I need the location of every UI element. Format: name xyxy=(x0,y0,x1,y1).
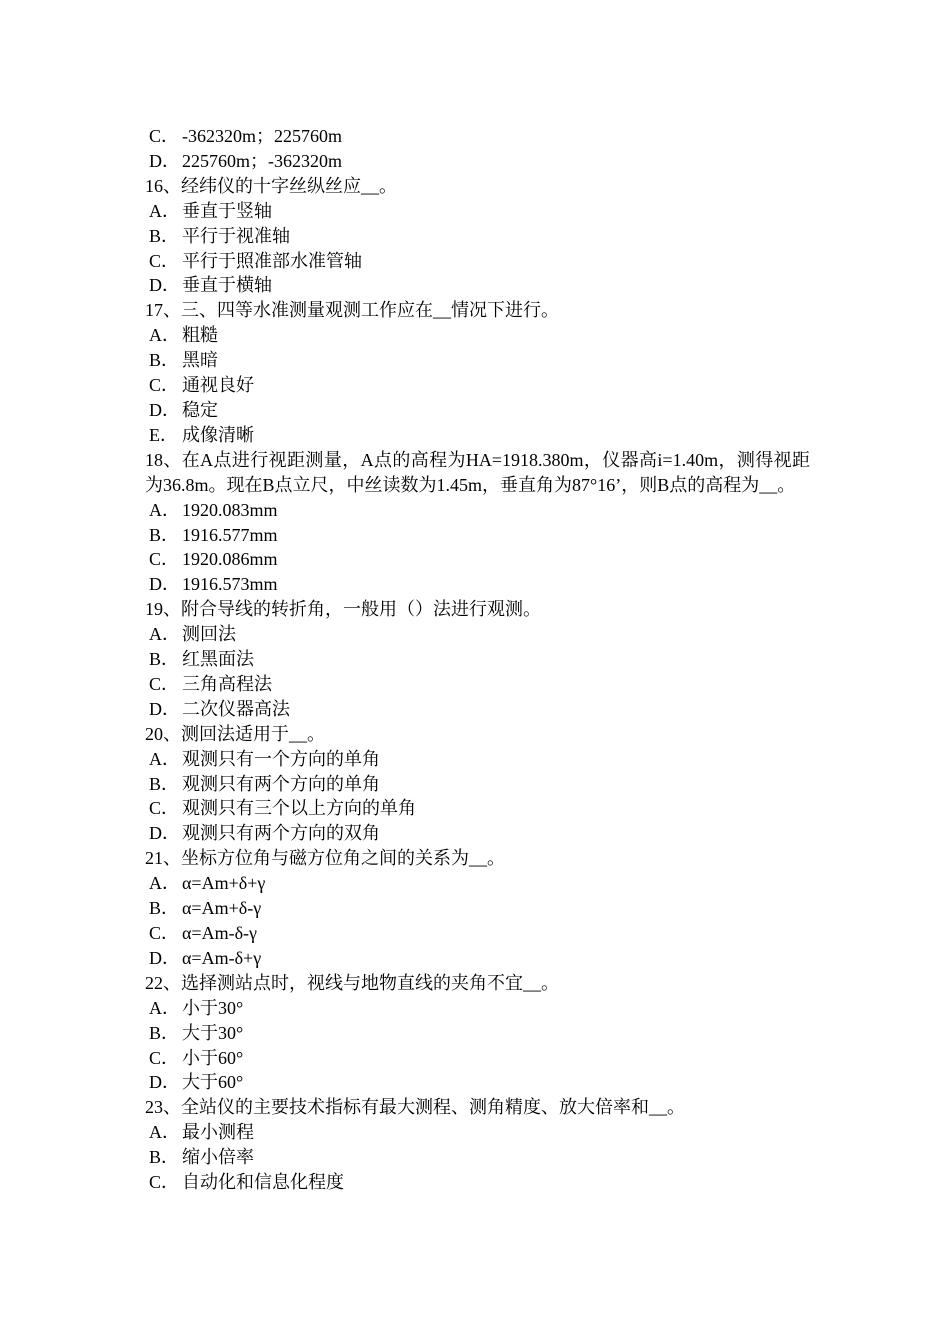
answer-option xyxy=(145,996,810,1021)
option-text: 1916.573mm xyxy=(182,574,278,595)
answer-option xyxy=(145,523,810,548)
option-letter: C． xyxy=(149,1172,180,1193)
option-text: α=Am-δ-γ xyxy=(182,923,258,943)
answer-option xyxy=(145,398,810,423)
option-letter: B． xyxy=(149,1147,180,1168)
option-text: 平行于视准轴 xyxy=(182,225,290,246)
option-letter: E． xyxy=(149,424,178,445)
answer-option xyxy=(145,796,810,821)
option-letter: B． xyxy=(149,1022,180,1043)
option-letter: C． xyxy=(149,1047,180,1068)
answer-option xyxy=(145,572,810,597)
option-text: -362320m；225760m xyxy=(182,126,342,146)
document-body xyxy=(145,124,810,1195)
option-letter: C． xyxy=(149,250,180,271)
option-letter: A． xyxy=(149,873,180,894)
option-text: 大于30° xyxy=(182,1022,244,1043)
option-letter: A． xyxy=(149,624,180,645)
option-letter: C． xyxy=(149,126,180,146)
answer-option xyxy=(145,249,810,274)
answer-option xyxy=(145,149,810,174)
option-text: 小于60° xyxy=(182,1047,244,1068)
answer-option xyxy=(145,921,810,946)
answer-option xyxy=(145,672,810,697)
answer-option xyxy=(145,373,810,398)
answer-option xyxy=(145,423,810,448)
question-stem: 20、测回法适用于__。 xyxy=(145,723,325,744)
answer-option xyxy=(145,1145,810,1170)
option-text: 1916.577mm xyxy=(182,524,278,545)
answer-option xyxy=(145,224,810,249)
option-text: 1920.086mm xyxy=(182,549,278,570)
option-text: 观测只有两个方向的单角 xyxy=(182,773,380,794)
answer-option xyxy=(145,1070,810,1095)
option-text: 粗糙 xyxy=(182,325,218,346)
option-text: α=Am+δ-γ xyxy=(182,898,262,919)
answer-option xyxy=(145,871,810,896)
answer-option xyxy=(145,1021,810,1046)
option-letter: C． xyxy=(149,673,180,694)
answer-option xyxy=(145,498,810,523)
option-text: α=Am+δ+γ xyxy=(182,873,266,894)
option-text: 大于60° xyxy=(182,1072,244,1093)
question-stem: 17、三、四等水准测量观测工作应在__情况下进行。 xyxy=(145,300,559,321)
option-text: 1920.083mm xyxy=(182,499,278,520)
option-letter: C． xyxy=(149,549,180,570)
option-text: 自动化和信息化程度 xyxy=(182,1172,344,1193)
answer-option xyxy=(145,946,810,971)
answer-option xyxy=(145,747,810,772)
answer-option xyxy=(145,647,810,672)
option-letter: A． xyxy=(149,200,180,221)
option-letter: D． xyxy=(149,947,180,968)
option-text: 稳定 xyxy=(182,399,218,420)
answer-option xyxy=(145,199,810,224)
option-text: 垂直于竖轴 xyxy=(182,200,272,221)
option-letter: B． xyxy=(149,225,180,246)
option-letter: D． xyxy=(149,275,180,296)
answer-option xyxy=(145,1046,810,1071)
answer-option xyxy=(145,273,810,298)
question-stem: 21、坐标方位角与磁方位角之间的关系为__。 xyxy=(145,848,505,869)
option-letter: C． xyxy=(149,798,180,819)
option-letter: A． xyxy=(149,499,180,520)
option-letter: B． xyxy=(149,350,180,371)
option-letter: D． xyxy=(149,399,180,420)
answer-option xyxy=(145,323,810,348)
answer-option xyxy=(145,348,810,373)
option-text: 观测只有两个方向的双角 xyxy=(182,823,380,844)
option-text: 成像清晰 xyxy=(182,424,254,445)
option-text: 黑暗 xyxy=(182,350,218,371)
option-letter: B． xyxy=(149,898,180,919)
answer-option xyxy=(145,772,810,797)
option-letter: A． xyxy=(149,997,180,1018)
option-text: α=Am-δ+γ xyxy=(182,947,262,968)
option-letter: B． xyxy=(149,524,180,545)
question-stem: 22、选择测站点时，视线与地物直线的夹角不宜__。 xyxy=(145,972,559,993)
option-letter: D． xyxy=(149,823,180,844)
option-letter: B． xyxy=(149,649,180,670)
option-text: 小于30° xyxy=(182,997,244,1018)
question-stem: 23、全站仪的主要技术指标有最大测程、测角精度、放大倍率和__。 xyxy=(145,1097,685,1118)
option-text: 二次仪器高法 xyxy=(182,698,290,719)
option-text: 观测只有一个方向的单角 xyxy=(182,748,380,769)
option-letter: B． xyxy=(149,773,180,794)
answer-option xyxy=(145,124,810,149)
option-text: 红黑面法 xyxy=(182,649,254,670)
answer-option xyxy=(145,1170,810,1195)
option-letter: C． xyxy=(149,375,180,396)
answer-option xyxy=(145,547,810,572)
answer-option xyxy=(145,896,810,921)
option-text: 最小测程 xyxy=(182,1122,254,1143)
option-text: 观测只有三个以上方向的单角 xyxy=(182,798,416,819)
option-text: 三角高程法 xyxy=(182,673,272,694)
option-text: 平行于照准部水准管轴 xyxy=(182,250,362,271)
answer-option xyxy=(145,622,810,647)
option-text: 缩小倍率 xyxy=(182,1147,254,1168)
option-letter: D． xyxy=(149,150,180,171)
option-letter: A． xyxy=(149,748,180,769)
answer-option xyxy=(145,697,810,722)
option-letter: A． xyxy=(149,1122,180,1143)
option-letter: C． xyxy=(149,923,180,943)
option-letter: D． xyxy=(149,698,180,719)
option-text: 225760m；-362320m xyxy=(182,150,342,171)
option-text: 垂直于横轴 xyxy=(182,275,272,296)
option-letter: D． xyxy=(149,1072,180,1093)
option-letter: A． xyxy=(149,325,180,346)
answer-option xyxy=(145,821,810,846)
question-stem: 16、经纬仪的十字丝纵丝应__。 xyxy=(145,175,397,196)
option-letter: D． xyxy=(149,574,180,595)
question-stem: 19、附合导线的转折角，一般用（）法进行观测。 xyxy=(145,599,541,620)
option-text: 通视良好 xyxy=(182,375,254,396)
answer-option xyxy=(145,1120,810,1145)
option-text: 测回法 xyxy=(182,624,236,645)
question-stem: 18、在A点进行视距测量，A点的高程为HA=1918.380m，仪器高i=1.40m，测得视距为36.8m。现在B点立尺，中丝读数为1.45m，垂直角为87°16’，则B点的高程为__。 xyxy=(145,449,810,495)
